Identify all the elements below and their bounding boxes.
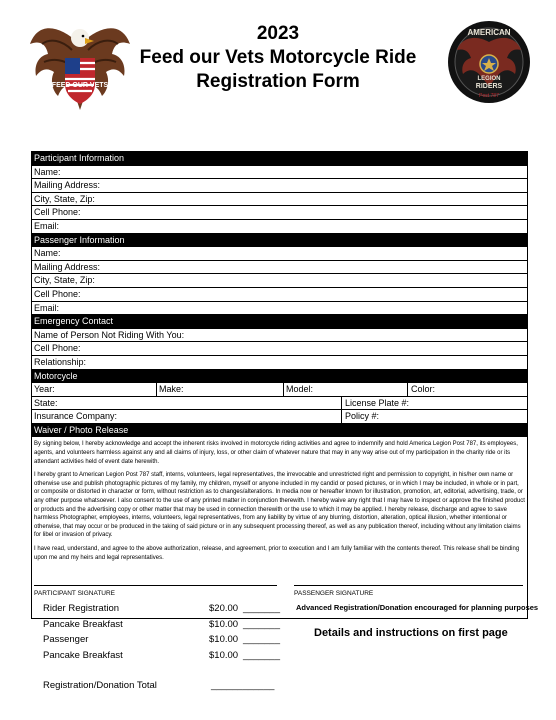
motorcycle-row-2: [32, 397, 527, 411]
feed-our-vets-eagle-logo: [28, 14, 132, 114]
participant-section-heading: Participant Information: [32, 152, 527, 166]
participant-phone-field[interactable]: Cell Phone:: [32, 206, 527, 220]
motorcycle-policy-field[interactable]: Policy #:: [341, 410, 527, 423]
emergency-relationship-field[interactable]: Relationship:: [32, 356, 527, 370]
participant-city-field[interactable]: City, State, Zip:: [32, 193, 527, 207]
motorcycle-row-1: [32, 383, 527, 397]
advance-registration-note: Advanced Registration/Donation encouraged for planning purposes: [296, 603, 539, 612]
passenger-signature-line[interactable]: [294, 585, 523, 586]
passenger-address-field[interactable]: Mailing Address:: [32, 261, 527, 275]
details-note: Details and instructions on first page: [314, 627, 508, 639]
emergency-phone-field[interactable]: Cell Phone:: [32, 342, 527, 356]
waiver-paragraph-1: By signing below, I hereby acknowledge and accept the inherent risks involved in motorcycle riding activities and agree to indemnify and hold America Legion Post 787, its employees, agents, and volunteers harmless against any and all claims of injury, loss, or other claim of whatever nature that may in any way arise out of my participation in the charity ride or its attendant activities held of event date herewith.: [34, 441, 518, 465]
passenger-signature-label: PASSENGER SIGNATURE: [294, 590, 374, 598]
motorcycle-model-field[interactable]: Model:: [283, 383, 407, 396]
title-year: 2023: [256, 23, 300, 44]
motorcycle-make-field[interactable]: Make:: [156, 383, 283, 396]
fee-amount: $10.00: [209, 619, 239, 630]
fee-label: Passenger: [43, 634, 89, 645]
passenger-name-field[interactable]: Name:: [32, 247, 527, 261]
passenger-phone-field[interactable]: Cell Phone:: [32, 288, 527, 302]
waiver-section-heading: Waiver / Photo Release: [32, 424, 527, 438]
participant-email-field[interactable]: Email:: [32, 220, 527, 234]
participant-signature-label: PARTICIPANT SIGNATURE: [34, 590, 116, 598]
logo-right-bottom: Post 787: [479, 93, 499, 99]
motorcycle-section-heading: Motorcycle: [32, 370, 527, 384]
fee-entry-blank[interactable]: _______: [243, 650, 280, 661]
fee-entry-blank[interactable]: _______: [243, 619, 280, 630]
logo-right-mid2: RIDERS: [475, 83, 503, 90]
registration-form: [31, 151, 528, 619]
fee-label: Pancake Breakfast: [43, 650, 123, 661]
motorcycle-plate-field[interactable]: License Plate #:: [341, 397, 527, 410]
motorcycle-insurance-field[interactable]: Insurance Company:: [34, 411, 118, 422]
passenger-email-field[interactable]: Email:: [32, 302, 527, 316]
title-line-1: Feed our Vets Motorcycle Ride: [139, 47, 417, 68]
emergency-section-heading: Emergency Contact: [32, 315, 527, 329]
participant-name-field[interactable]: Name:: [32, 166, 527, 180]
fee-amount: $20.00: [209, 603, 239, 614]
total-entry-blank[interactable]: ____________: [211, 680, 275, 691]
participant-address-field[interactable]: Mailing Address:: [32, 179, 527, 193]
logo-right-top: AMERICAN: [467, 28, 511, 37]
header: [0, 0, 556, 150]
fee-entry-blank[interactable]: _______: [243, 603, 280, 614]
motorcycle-row-3: [32, 410, 527, 424]
motorcycle-color-field[interactable]: Color:: [407, 383, 527, 396]
fee-label: Rider Registration: [43, 603, 120, 614]
fee-label: Pancake Breakfast: [43, 619, 123, 630]
waiver-paragraph-2: I hereby grant to American Legion Post 787 staff, interns, volunteers, legal representatives, the irrevocable and unrestricted right and permission to copyright, in his/her own name or otherwise use and publish photographic pictures of my family, my children, myself or anyone included in my candid or posed pictures, or in which I may be included, in whole or in part, or composite or distorted in character or form, without restriction as to changes/alterations. In media now or hereafter known for illustration, promotion, art, editorial, advertising, trade, or any other purpose whatsoever. I also consent to the use of any printed matter in conjunction therewith. I hereby waive any right that I may have to inspect or approve the finished product or products and the advertising copy or other matter that may be used in connection therewith or the use to which it may be applied. I hereby release, discharge and agree to save harmless Photographer, employees, interns, volunteers, legal representatives, from any liability by virtue of any blurring, distortion, alteration, optical illusion, whether intentional or otherwise, that may occur or be produced in the taking of said picture or in any subsequent processing thereof, as well as any publication thereof, including without any limitation claims for libel or invasion of privacy.: [34, 472, 525, 539]
passenger-section-heading: Passenger Information: [32, 234, 527, 248]
title-line-2: Registration Form: [196, 71, 360, 92]
fee-amount: $10.00: [209, 650, 239, 661]
logo-left-text: FEED OUR VETS: [51, 82, 109, 89]
fee-amount: $10.00: [209, 634, 239, 645]
emergency-name-field[interactable]: Name of Person Not Riding With You:: [32, 329, 527, 343]
page-title: [120, 22, 436, 94]
american-legion-riders-logo: [447, 20, 531, 104]
total-label: Registration/Donation Total: [43, 680, 157, 691]
logo-right-mid1: LEGION: [477, 76, 501, 82]
passenger-city-field[interactable]: City, State, Zip:: [32, 274, 527, 288]
motorcycle-state-field[interactable]: State:: [34, 397, 58, 408]
participant-signature-line[interactable]: [34, 585, 277, 586]
fee-entry-blank[interactable]: _______: [243, 634, 280, 645]
motorcycle-year-field[interactable]: Year:: [34, 384, 55, 395]
waiver-paragraph-3: I have read, understand, and agree to the above authorization, release, and agreement, prior to execution and I am fully familiar with the contents thereof. This release shall be binding upon me and my heirs and legal representatives.: [34, 546, 520, 561]
waiver-text-block: [32, 437, 527, 619]
